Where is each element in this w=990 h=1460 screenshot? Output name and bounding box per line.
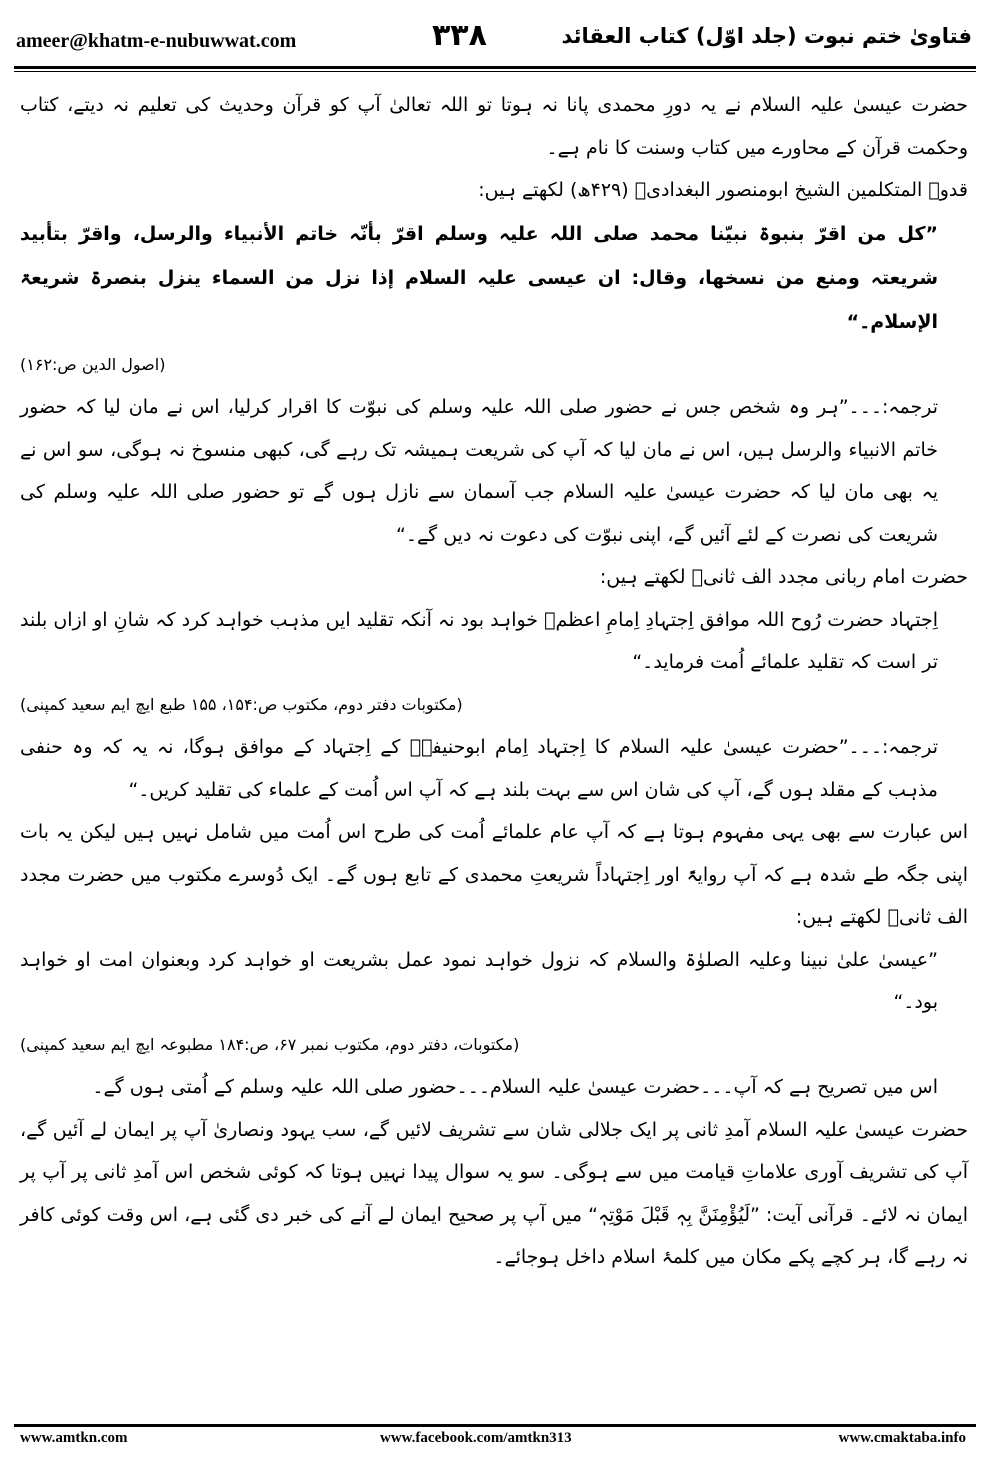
page-header: [12, 18, 976, 64]
persian-quote-2-reference: (مکتوبات، دفتر دوم، مکتوب نمبر ۶۷، ص:۱۸۴ مطبوعہ ایچ ایم سعید کمپنی): [20, 1034, 520, 1054]
page-footer: [20, 1430, 966, 1454]
paragraph-7: اس میں تصریح ہے کہ آپ۔۔۔حضرت عیسیٰ علیہ السلام۔۔۔حضور صلی اللہ علیہ وسلم کے اُمتی ہوں گے۔: [92, 1076, 938, 1098]
paragraph-1: حضرت عیسیٰ علیہ السلام نے یہ دورِ محمدی پانا نہ ہوتا تو اللہ تعالیٰ آپ کو قرآن وحدیث کی تعلیم نہ دیتے، کتاب وحکمت قرآن کے محاورے میں کتاب وسنت کا نام ہے۔: [20, 94, 968, 159]
persian-quote-1: اِجتہاد حضرت رُوح اللہ موافق اِجتہادِ اِمامِ اعظمؒ خواہد بود نہ آنکہ تقلید ایں مذہب خواہد کرد کہ شانِ او ازاں بلند تر است کہ تقلید علمائے اُمت فرماید۔“: [20, 608, 938, 673]
translation-1: ترجمہ:۔۔۔”ہر وہ شخص جس نے حضور صلی اللہ علیہ وسلم کی نبوّت کا اقرار کرلیا، اس نے مان لیا کہ حضور خاتم الانبیاء والرسل ہیں، اس نے مان لیا کہ آپ کی شریعت ہمیشہ تک رہے گی، کبھی منسوخ نہ ہوگی، سو اس نے یہ بھی مان لیا کہ حضرت عیسیٰ علیہ السلام جب آسمان سے نازل ہوں گے تو حضور صلی اللہ علیہ وسلم کی شریعت کی نصرت کے لئے آئیں گے، اپنی نبوّت کی دعوت نہ دیں گے۔“: [20, 396, 938, 546]
arabic-quote-1-reference: (اصول الدین ص:۱۶۲): [20, 354, 166, 374]
footer-link-cmaktaba[interactable]: www.cmaktaba.info: [838, 1430, 966, 1446]
book-title: فتاویٰ ختم نبوت (جلد اوّل) کتاب العقائد: [561, 24, 972, 48]
paragraph-8: حضرت عیسیٰ علیہ السلام آمدِ ثانی پر ایک جلالی شان سے تشریف لائیں گے، سب یہود ونصاریٰ آپ پر ایمان لے آئیں گے، آپ کی تشریف آوری علاماتِ قیامت میں سے ہوگی۔ سو یہ سوال پیدا نہیں ہوتا کہ کوئی شخص اس آمدِ ثانی پر آپ پر ایمان نہ لائے۔ قرآنی آیت: ”لَیُؤْمِنَنَّ بِہٖ قَبْلَ مَوْتِہٖ“ میں آپ پر صحیح ایمان لے آنے کی خبر دی گئی ہے، اس وقت کوئی کافر نہ رہے گا، ہر کچے پکے مکان میں کلمۂ اسلام داخل ہوجائے۔: [20, 1118, 968, 1268]
paragraph-2: قدوۃ المتکلمین الشیخ ابومنصور البغدادیؒ (۴۲۹ھ) لکھتے ہیں:: [478, 179, 968, 201]
persian-quote-2-ref-line: [20, 1024, 968, 1067]
header-email: ameer@khatm-e-nubuwwat.com: [16, 30, 297, 52]
paragraph-4: حضرت امام ربانی مجدد الف ثانیؒ لکھتے ہیں:: [599, 566, 968, 588]
footer-link-facebook[interactable]: www.facebook.com/amtkn313: [380, 1430, 572, 1446]
footer-rule: [14, 1424, 976, 1427]
page-body: [20, 84, 968, 1279]
paragraph-6: اس عبارت سے بھی یہی مفہوم ہوتا ہے کہ آپ عام علمائے اُمت کی طرح اس اُمت میں شامل نہیں ہیں لیکن یہ بات اپنی جگہ طے شدہ ہے کہ آپ روایۃً اور اِجتہاداً شریعتِ محمدی کے تابع ہوں گے۔ ایک دُوسرے مکتوب میں حضرت مجدد الف ثانیؒ لکھتے ہیں:: [20, 821, 968, 928]
arabic-quote-1: ”کل من اقرّ بنبوۃ نبیّنا محمد صلی اللہ علیہ وسلم اقرّ بأنّہ خاتم الأنبیاء والرسل، واقرّ بتأبید شریعتہ ومنع من نسخھا، وقال: ان عیسی علیہ السلام إذا نزل من السماء ینزل بنصرۃ شریعۃ الإسلام۔“: [20, 222, 938, 333]
header-rule: [14, 66, 976, 69]
arabic-quote-1-ref-line: [20, 344, 968, 387]
persian-quote-1-reference: (مکتوبات دفتر دوم، مکتوب ص:۱۵۴، ۱۵۵ طبع ایچ ایم سعید کمپنی): [20, 694, 463, 714]
page-number: ۳۳۸: [432, 18, 487, 53]
translation-2: ترجمہ:۔۔۔”حضرت عیسیٰ علیہ السلام کا اِجتہاد اِمام ابوحنیفہؒ کے اِجتہاد کے موافق ہوگا، نہ یہ کہ وہ حنفی مذہب کے مقلد ہوں گے، آپ کی شان اس سے بہت بلند ہے کہ آپ اس اُمت کے علماء کی تقلید کریں۔“: [20, 736, 938, 801]
persian-quote-2: ”عیسیٰ علیٰ نبینا وعلیہ الصلوٰۃ والسلام کہ نزول خواہد نمود عمل بشریعت او خواہد کرد وبعنوان امت او خواہد بود۔“: [20, 948, 938, 1013]
persian-quote-1-ref-line: [20, 684, 968, 727]
footer-link-amtkn[interactable]: www.amtkn.com: [20, 1430, 128, 1446]
header-rule-thin: [14, 71, 976, 72]
